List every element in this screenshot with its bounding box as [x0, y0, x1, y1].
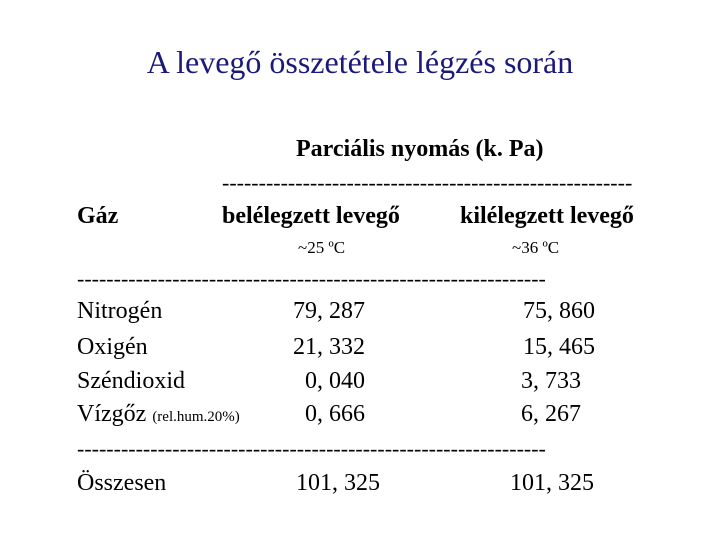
gas-column-header: Gáz [77, 203, 119, 229]
partial-pressure-heading: Parciális nyomás (k. Pa) [296, 136, 544, 162]
page-title: A levegő összetétele légzés során [146, 44, 574, 80]
total-label: Összesen [77, 470, 167, 496]
table-row-exhaled: 15, 465 [523, 334, 595, 360]
table-row-inhaled: 0, 666 [305, 401, 365, 427]
inhaled-temperature: ~25 ºC [298, 238, 346, 257]
table-row-gas: Vízgőz [77, 401, 147, 427]
table-row-inhaled: 21, 332 [293, 334, 365, 360]
exhaled-column-header: kilélegzett levegő [460, 203, 634, 229]
header-divider: -------------------------------------------------------- [222, 170, 633, 195]
table-row-gas-cell [77, 401, 240, 428]
table-row-exhaled: 6, 267 [521, 401, 581, 427]
total-exhaled: 101, 325 [510, 470, 594, 496]
exhaled-temperature: ~36 ºC [512, 238, 560, 257]
table-row-gas: Nitrogén [77, 298, 163, 324]
table-row-inhaled: 79, 287 [293, 298, 365, 324]
table-bottom-divider: ---------------------------------------------------------------- [77, 436, 546, 461]
total-inhaled: 101, 325 [296, 470, 380, 496]
table-row-inhaled: 0, 040 [305, 368, 365, 394]
table-row-gas: Széndioxid [77, 368, 185, 394]
inhaled-column-header: belélegzett levegő [222, 203, 400, 229]
table-row-exhaled: 3, 733 [521, 368, 581, 394]
table-top-divider: ---------------------------------------------------------------- [77, 266, 546, 291]
table-row-exhaled: 75, 860 [523, 298, 595, 324]
humidity-note: (rel.hum.20%) [152, 409, 240, 425]
table-row-gas: Oxigén [77, 334, 148, 360]
